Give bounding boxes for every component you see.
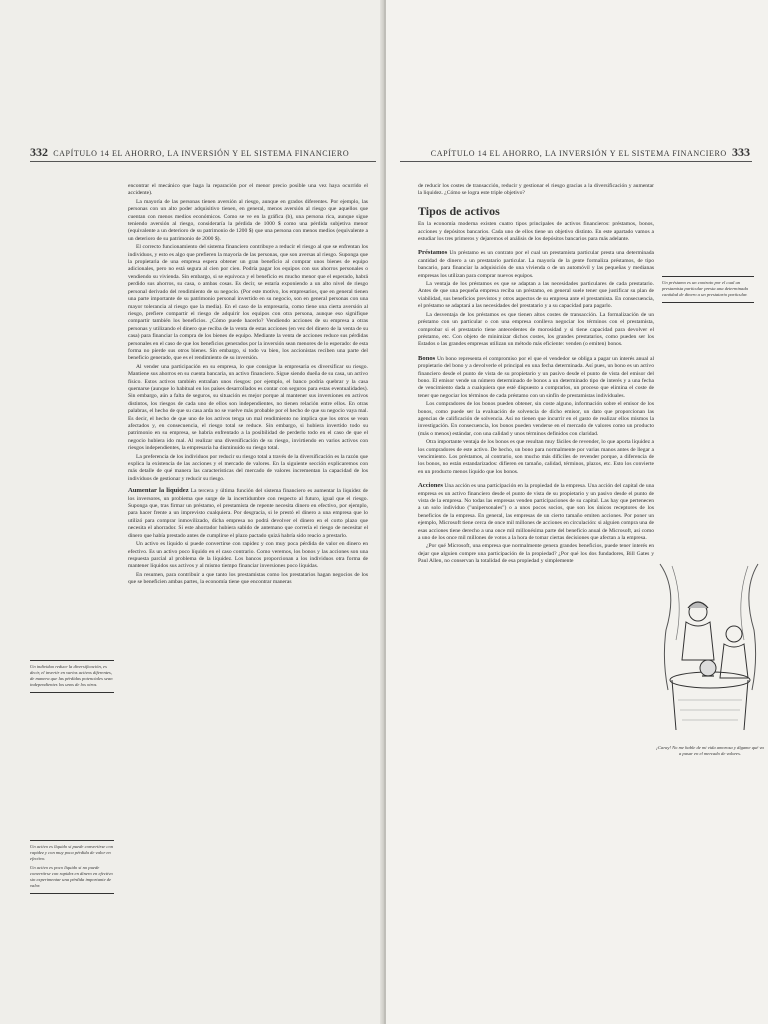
fortune-teller-cartoon xyxy=(658,560,762,738)
loan-margin-note xyxy=(662,276,754,303)
right-paragraph: En la economía moderna existen cuatro tipos principales de activos financieros: préstamos, bonos, acciones y depósitos bancarios. Cada uno de ellos tiene un objetivo distinto. En este apartado vamos a estudiar los tres primeros y dejaremos el análisis de los depósitos bancarios para más adelante. xyxy=(418,221,654,243)
right-paragraph: de reducir los costes de transacción, reducir y gestionar el riesgo gracias a la diversificación y aumentar la liquidez. ¿Cómo se logra este triple objetivo? xyxy=(418,183,654,197)
margin-note-text: Un préstamo es un contrato por el cual un prestamista particular presta una determinada cantidad de dinero a un prestatario particular. xyxy=(662,280,748,297)
margin-note-rule xyxy=(30,692,114,693)
loans-heading: Préstamos xyxy=(418,249,448,257)
left-paragraph: El correcto funcionamiento del sistema financiero contribuye a reducir el riesgo al que se enfrentan los individuos, y esto es algo que prefieren la mayoría de las personas, que son aversas al riesgo. Suponga que la propietaria de una empresa espera obtener un gran beneficio al comprar unos bienes de equipo adicionales, pero no está segura al cien por cien. Podría pagar los equipos con sus ahorros personales o vendiendo su vivienda. Sin embargo, si se equivoca y el beneficio es mucho menor que el esperado, habrá perdido sus ahorros, su casa, o ambas cosas. Es decir, se estaría exponiendo a un alto nivel de riesgo personal derivado del rendimiento de su negocio. (Por este motivo, los empresarios, que en general tienen una parte importante de su patrimonio personal invertido en su negocio, son en general personas con una mayor tolerancia al riesgo que la media). En el caso de la empresaria, como tiene una cierta aversión al riesgo, prefiere compartir el riesgo de adquirir los equipos con otra persona, aunque eso signifique compartir también los beneficios. ¿Cómo puede hacerlo? Vendiendo acciones de su empresa a otras personas y utilizando el dinero que reciba de la venta de estas acciones (en vez del dinero de la venta de su casa) para financiar la compra de los bienes de equipo. Mediante la venta de acciones reduce sus pérdidas personales en el caso de que los beneficios generados por la inversión sean menores de lo esperado: de esta forma no pierde sus otros bienes. Sin embargo, si todo va bien, los accionistas reciben una parte del beneficio generado, que es el rendimiento de su inversión. xyxy=(128,244,368,362)
margin-note-text: Un activo es líquido si puede convertirse con rapidez y con muy poca pérdida de valor en efectivo. xyxy=(30,844,114,861)
left-paragraph: La mayoría de las personas tienen aversión al riesgo, aunque en grados diferentes. Por ejemplo, las personas con un alto poder adquisitivo tienen, en general, menos aversión al riesgo que aquellos que cuentan con menos medios económicos. Como se ve en la gráfica (b), una persona rica, aunque sigue teniendo aversión al riesgo, consideraría la pérdida de 1000 $ como una pérdida subjetiva menor (equivalente a un deterioro de su patrimonio de 1200 $) que una persona con menos medios (equivalente a un deterioro de su patrimonio de 2000 $). xyxy=(128,198,368,242)
liquidity-margin-note xyxy=(30,840,114,894)
left-paragraph: encontrar el mecánico que haga la reparación por el menor precio posible una vez haya ocurrido el accidente). xyxy=(128,183,368,197)
right-running-head xyxy=(431,145,750,160)
margin-note-text: Un activo es poco líquido si no puede convertirse con rapidez en dinero en efectivo sin experimentar una pérdida importante de valor. xyxy=(30,865,113,888)
right-paragraph: Los compradores de los bonos pueden obtener, sin coste alguno, información sobre el emisor de los bonos, como puede ser la evaluación de solvencia de dicho emisor, un dato que proporcionan las agencias de calificación de solvencia. Así no tienen que incurrir en el gasto de realizar ellos mismos la investigación. En consecuencia, los bonos pueden venderse en el mercado de valores como un producto (más o menos) estándar, con una calidad y unos términos definidos con claridad. xyxy=(418,401,654,437)
diversification-margin-note xyxy=(30,660,114,693)
liquidity-heading: Aumentar la liquidez xyxy=(128,487,189,495)
left-paragraph: La preferencia de los individuos por reducir su riesgo total a través de la diversificación es la razón que explica la existencia de las acciones y el mercado de valores. En la siguiente sección explicaremos con más detalle de qué manera las características del mercado de valores incrementan la capacidad de los individuos de gestionar y reducir su riesgo. xyxy=(128,453,368,482)
left-paragraph: Un activo es líquido si puede convertirse con rapidez y con muy poca pérdida de valor en dinero en efectivo. Es un activo poco líquido en el caso contrario. Como veremos, los bonos y las acciones son una respuesta parcial al problema de la liquidez. Los bancos proporcionan a los individuos otra forma de mantener líquidos sus activos y al mismo tiempo financiar inversiones poco líquidas. xyxy=(128,541,368,570)
right-paragraph: La desventaja de los préstamos es que tienen altos costes de transacción. La formalización de un préstamo con un particular o con una empresa conlleva negociar los términos con el prestamista, comprobar si el prestatario tiene antecedentes de morosidad y si tiene capacidad para devolver el préstamo, etc. Con objeto de minimizar dichos costes, los grandes prestatarios, como pueden ser los Estados o las grandes empresas utilizan un método más eficiente: venden (o emiten) bonos. xyxy=(418,311,654,348)
right-head-rule xyxy=(400,161,752,162)
left-body-column xyxy=(128,183,368,588)
right-page-number: 333 xyxy=(732,145,750,159)
right-paragraph: ¿Por qué Microsoft, una empresa que normalmente genera grandes beneficios, puede tener interés en dejar que alguien compre una participación de la propiedad? ¿Por qué los dos fundadores, Bill Gates y Paul Allen, no conservan la totalidad de esa propiedad y simplemente xyxy=(418,543,654,565)
right-page xyxy=(386,0,768,1024)
right-paragraph: La ventaja de los préstamos es que se adaptan a las necesidades particulares de cada prestatario. Antes de que una pequeña empresa reciba un préstamo, en general suele tener que justificar su plan de viabilidad, sus beneficios previstos y otros aspectos de su empresa ante el prestamista. En consecuencia, el préstamo se adaptará a las necesidades del prestatario y a su capacidad para pagarlo. xyxy=(418,281,654,310)
stocks-heading: Acciones xyxy=(418,482,443,490)
right-chapter-title: CAPÍTULO 14 EL AHORRO, LA INVERSIÓN Y EL SISTEMA FINANCIERO xyxy=(430,149,727,158)
cartoon-caption: ¡Caray! No me hable de mi vida amorosa y dígame qué va a pasar en el mercado de valores. xyxy=(656,745,764,756)
loans-paragraph: Un préstamo es un contrato por el cual un prestamista particular presta una determinada cantidad de dinero a un prestatario particular. La mayoría de la gente formaliza préstamos, de tipo bancario, para financiar la adquisición de una vivienda o de un automóvil y las pequeñas y medianas empresas los utilizan para comprar nuevos equipos. xyxy=(418,250,654,279)
margin-note-rule xyxy=(30,893,114,894)
right-paragraph: Otra importante ventaja de los bonos es que resultan muy fáciles de revender, lo que aporta liquidez a los compradores de este activo. De hecho, un bono para normalmente por varias manos antes de llegar a vencimiento. Los préstamos, al contrario, son mucho más difíciles de revender porque, a diferencia de los bonos, no están estandarizados: difieren en tamaño, calidad, términos, plazos, etc. Esto los convierte en un producto menos líquido que los bonos. xyxy=(418,439,654,475)
margin-note-text: Un individuo reduce la diversificación, es decir, el invertir en varios activos diferentes, de manera que las pérdidas potenciales sean independientes los unos de los otros. xyxy=(30,664,113,687)
bonds-heading: Bonos xyxy=(418,354,436,362)
bonds-paragraph: Un bono representa el compromiso por el que el vendedor se obliga a pagar un interés anual al propietario del bono y a devolverle el principal en una fecha determinada. Así pues, un bono es un activo financiero desde el punto de vista de su propietario y un pasivo desde el punto de vista del emisor del bono. El emisor vende un número determinado de bonos a un determinado tipo de interés y a una fecha de vencimiento dada a cualquiera que esté dispuesto a comprarlos, un proceso que elimina el coste de tener que negociar los términos de cada préstamo con un sinfín de prestamistas individuales. xyxy=(418,355,654,399)
left-chapter-title: CAPÍTULO 14 EL AHORRO, LA INVERSIÓN Y EL SISTEMA FINANCIERO xyxy=(53,149,350,158)
section-title: Tipos de activos xyxy=(418,203,500,218)
liquidity-paragraph: La tercera y última función del sistema financiero es aumentar la liquidez de los inversores, un problema que surge de la incertidumbre con respecto al futuro, igual que el riesgo. Suponga que, tras firmar un préstamo, el prestamista de repente necesita dinero en efectivo, por ejemplo, para hacer frente a un imprevisto cualquiera. Por desgracia, si le prestó el dinero a una empresa que lo utilizó para comprar inmovilizado, dicha empresa no podrá devolver el dinero en el corto plazo que necesita el ahorrador. Si este ahorrador hubiera sabido de antemano que correría el riesgo de necesitar el dinero que había prestado antes de cumplirse el plazo pactado quizá habría sido reacio a prestarlo. xyxy=(128,488,368,539)
right-body-column xyxy=(418,183,654,567)
left-paragraph: Al vender una participación en su empresa, lo que consigue la empresaria es diversificar su riesgo. Mantiene sus ahorros en su cuenta bancaria, un activo financiero. Sigue siendo dueña de su casa, un activo físico. Estos activos también entrañan unos riesgos: por ejemplo, el banco podría quebrar y la casa quemarse (aunque lo habitual en los países desarrollados es contar con seguros para estas eventualidades). Sin embargo, aún a falta de seguros, su situación es mejor porque al mantener sus inversiones en activos distintos, los riesgos de cada uno de ellos son independientes, no tienen relación entre ellos. En otras palabras, el hecho de que su casa arda no se vuelve más probable por el hecho de que su negocio vaya mal. Es decir, el hecho de que uno de los activos tenga un mal rendimiento no implica que los otros se vean afectados y, en consecuencia, el riesgo total se reduce. Sin embargo, si hubiera invertido todo su patrimonio en su empresa, se habría enfrentado a la posibilidad de perderlo todo en el caso de que el negocio hubiera ido mal. Al realizar una diversificación de su riesgo, invirtiendo en varios activos con riesgos independientes, la empresaria ha disminuido su riesgo total. xyxy=(128,363,368,452)
left-head-rule xyxy=(30,161,376,162)
left-running-head xyxy=(30,145,349,160)
stocks-paragraph: Una acción es una participación en la propiedad de la empresa. Una acción del capital de una empresa es un activo financiero desde el punto de vista de su propietario y un pasivo desde el punto de vista de la empresa. No todas las empresas venden participaciones de su capital. Las hay que pertenecen a un solo individuo ("unipersonales") o a unos pocos socios, que son los únicos receptores de los beneficios de la empresa. En general, las empresas de un cierto tamaño emiten acciones. Por poner un ejemplo, Microsoft tiene cerca de once mil millones de acciones en circulación: si alguien compra una de esas acciones tiene derecho a una once mil millonésima parte del beneficio anual de Microsoft, así como a uno de los once mil millones de votos a la hora de tomar ciertas decisiones que afectan a la empresa. xyxy=(418,483,654,542)
left-paragraph: En resumen, para contribuir a que tanto los prestamistas como los prestatarios hagan negocios de los que se beneficien ambas partes, la economía tiene que encontrar maneras xyxy=(128,571,368,586)
left-page-number: 332 xyxy=(30,145,48,159)
margin-note-rule xyxy=(662,302,754,303)
